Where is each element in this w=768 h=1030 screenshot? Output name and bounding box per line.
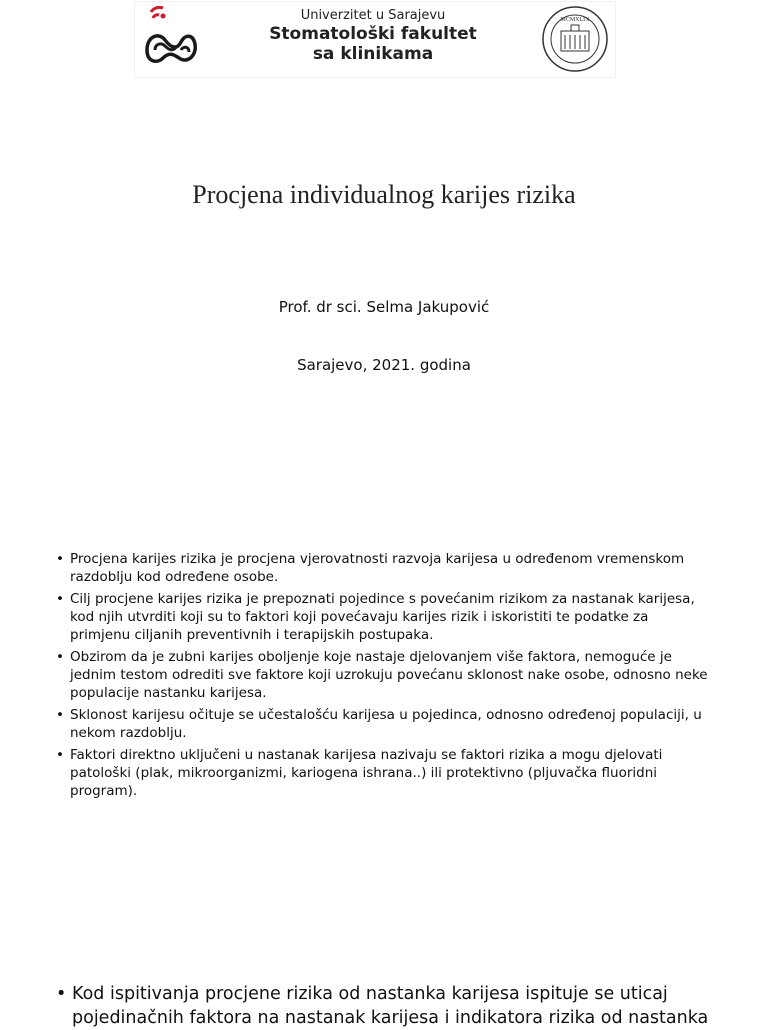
faculty-logo-icon	[141, 6, 203, 72]
university-seal-icon	[541, 5, 609, 73]
bullet-icon: •	[56, 984, 67, 1004]
bullet-item	[56, 746, 712, 800]
bullet-item	[56, 590, 712, 644]
bullet-item	[56, 982, 746, 1030]
bullet-text: Kod ispitivanja procjene rizika od nastanka karijesa ispituje se uticaj pojedinačnih faktora na nastanak karijesa i indikatora rizika od nastanka	[72, 984, 709, 1028]
next-slide-bullet-list	[56, 982, 746, 1030]
author-name: Prof. dr sci. Selma Jakupović	[278, 298, 490, 316]
seal-text: MCMXLIX	[560, 17, 590, 23]
bullet-text: Cilj procjene karijes rizika je prepoznati pojedince s povećanim rizikom za nastanak karijesa, kod njih utvrditi koji su to faktori koji povećavaju karijes rizik i iskoristiti te podatke za primjenu ciljanih preventivnih i terapijskih postupaka.	[70, 591, 695, 643]
faculty-name	[253, 8, 493, 64]
bullet-text: Obzirom da je zubni karijes oboljenje koje nastaje djelovanjem više faktora, nemoguće je jednim testom odrediti sve faktore koji uzrokuju povećanu sklonost nake osobe, odnosno neke populacije nastanku karijesa.	[70, 649, 708, 701]
place-and-year: Sarajevo, 2021. godina	[297, 356, 471, 374]
bullet-icon: •	[56, 707, 64, 723]
faculty-header-banner	[135, 2, 615, 77]
bullet-text: Procjena karijes rizika je procjena vjerovatnosti razvoja karijesa u određenom vremenskom razdoblju kod određene osobe.	[70, 551, 685, 585]
bullet-item	[56, 550, 712, 586]
bullet-text: Sklonost karijesu očituje se učestalošću karijesa u pojedinca, odnosno određenoj populaciji, u nekom razdoblju.	[70, 707, 702, 741]
page-title: Procjena individualnog karijes rizika	[192, 180, 576, 209]
content-bullet-list	[56, 550, 712, 804]
bullet-icon: •	[56, 551, 64, 567]
university-name: Univerzitet u Sarajevu	[300, 8, 446, 23]
bullet-item	[56, 648, 712, 702]
bullet-icon: •	[56, 747, 64, 763]
bullet-text: Faktori direktno uključeni u nastanak karijesa nazivaju se faktori rizika a mogu djelovati patološki (plak, mikroorganizmi, kariogena ishrana..) ili protektivno (pljuvačka fluoridni program).	[70, 747, 663, 799]
bullet-icon: •	[56, 591, 64, 607]
title-slide	[0, 180, 768, 210]
faculty-name-line2: sa klinikama	[312, 44, 434, 64]
faculty-name-line1: Stomatološki fakultet	[269, 24, 477, 44]
bullet-item	[56, 706, 712, 742]
bullet-icon: •	[56, 649, 64, 665]
